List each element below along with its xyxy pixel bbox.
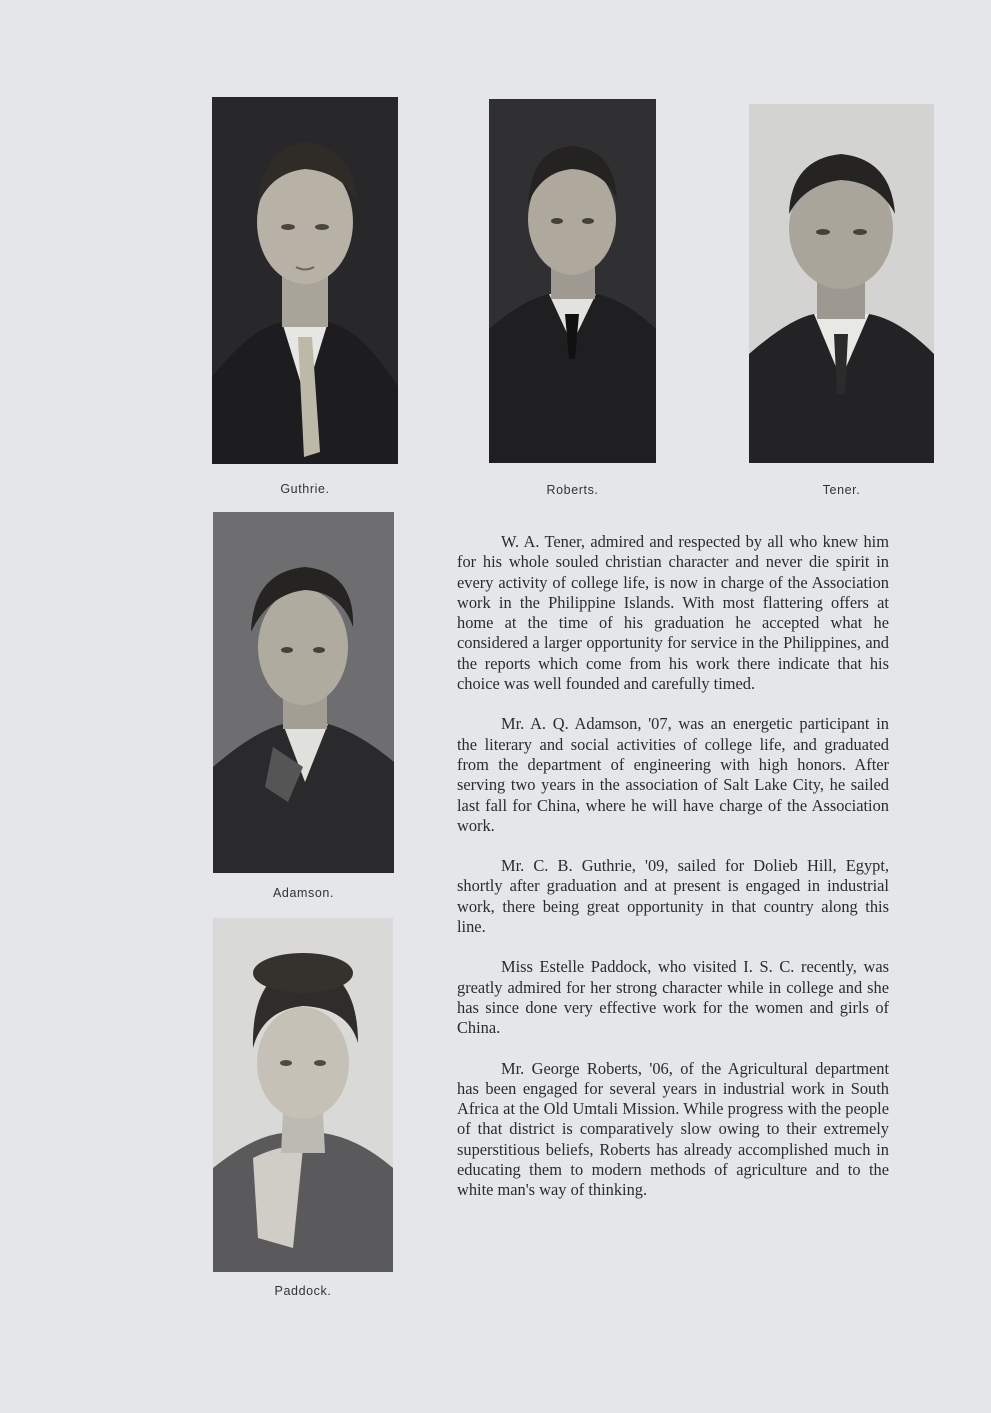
paragraph-roberts: Mr. George Roberts, '06, of the Agricultural department has been engaged for several years in industrial work in South Africa at the Old Umtali Mission. While progress with the people of that district is comparatively slow owing to their extremely superstitious beliefs, Roberts has already accomplished much in educating them to modern methods of agriculture and to the white man's way of thinking.	[457, 1058, 889, 1200]
portrait-paddock-image	[213, 918, 393, 1272]
paragraph-tener: W. A. Tener, admired and respected by all who knew him for his whole souled christian character and never die spirit in every activity of college life, is now in charge of the Association work in the Philippine Islands. With most flattering offers at home at the time of his graduation he accepted what he considered a larger opportunity for service in the Philippines, and the reports which come from his work there indicate that his choice was well founded and carefully timed.	[457, 532, 889, 694]
paragraph-guthrie: Mr. C. B. Guthrie, '09, sailed for Dolieb Hill, Egypt, shortly after graduation and at present is engaged in industrial work, there being great opportunity in that country along this line.	[457, 856, 889, 937]
portrait-adamson	[213, 512, 394, 873]
paragraph-adamson: Mr. A. Q. Adamson, '07, was an energetic participant in the literary and social activities of college life, and graduated from the department of engineering with high honors. After serving two years in the association of Salt Lake City, he sailed last fall for China, where he will have charge of the Association work.	[457, 714, 889, 835]
portrait-tener-image	[749, 104, 934, 463]
caption-paddock: Paddock.	[274, 1284, 332, 1298]
portrait-roberts-image	[489, 99, 656, 463]
paragraph-paddock: Miss Estelle Paddock, who visited I. S. C. recently, was greatly admired for her strong character while in college and she has since done very effective work for the women and girls of China.	[457, 957, 889, 1038]
biography-text	[457, 532, 889, 1221]
portrait-tener	[749, 104, 934, 463]
caption-tener: Tener.	[822, 483, 861, 497]
portrait-roberts	[489, 99, 656, 463]
portrait-guthrie-image	[212, 97, 398, 464]
portrait-adamson-image	[213, 512, 394, 873]
caption-guthrie: Guthrie.	[280, 482, 330, 496]
portrait-guthrie	[212, 97, 398, 464]
portrait-paddock	[213, 918, 393, 1272]
caption-roberts: Roberts.	[546, 483, 599, 497]
caption-adamson: Adamson.	[272, 886, 335, 900]
